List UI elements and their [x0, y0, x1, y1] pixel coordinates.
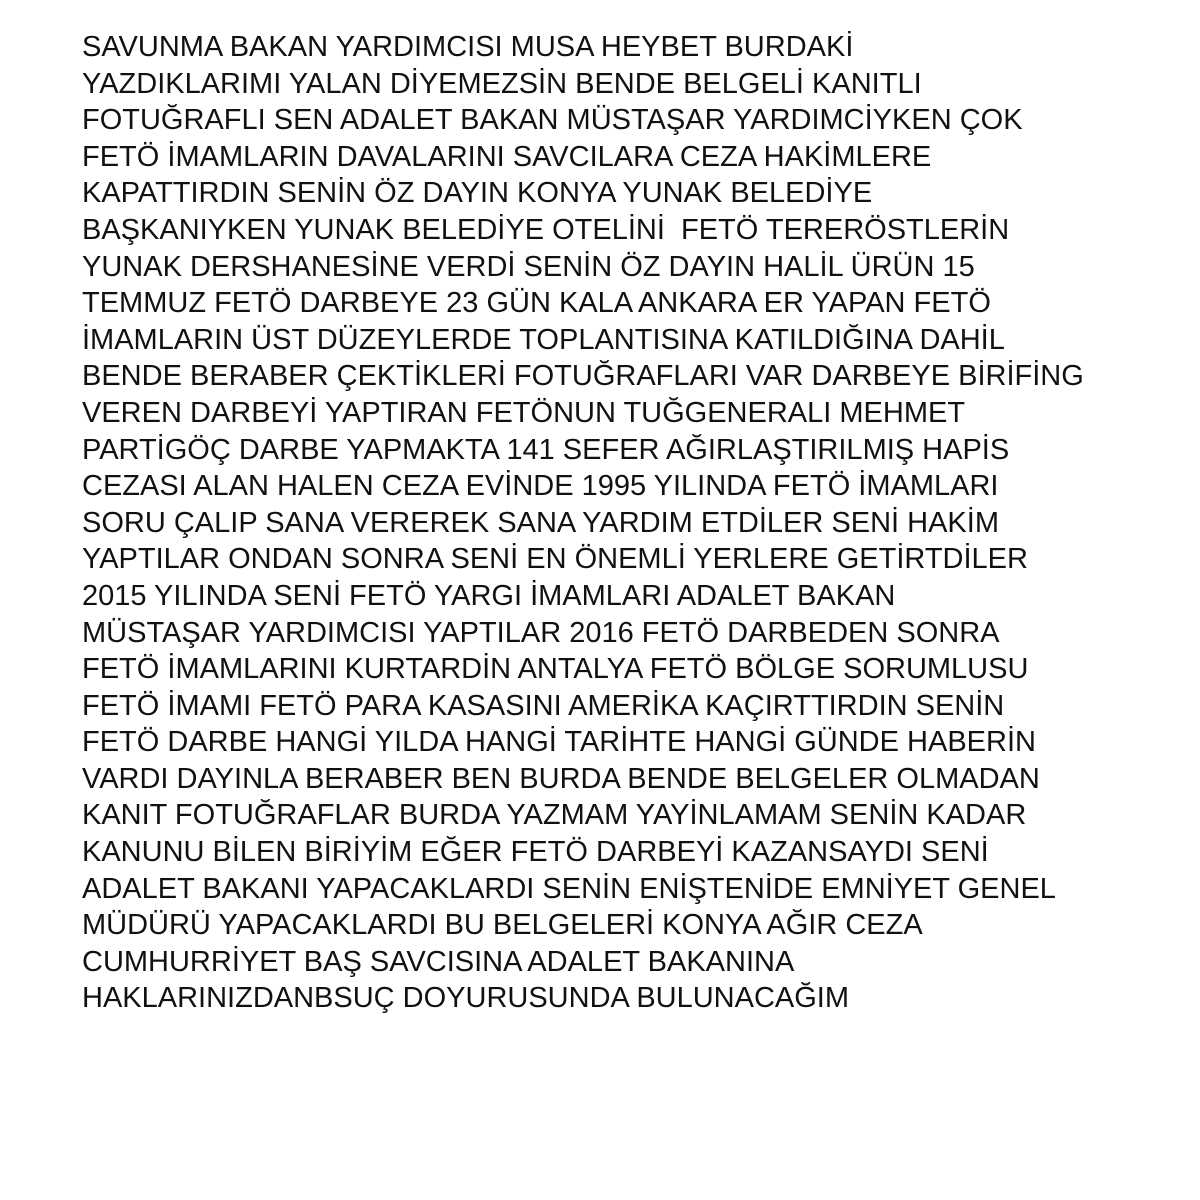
text-line: KANIT FOTUĞRAFLAR BURDA YAZMAM YAYİNLAMAM SENİN KADAR: [82, 799, 1027, 832]
text-line: KAPATTIRDIN SENİN ÖZ DAYIN KONYA YUNAK BELEDİYE: [82, 177, 873, 210]
text-line: TEMMUZ FETÖ DARBEYE 23 GÜN KALA ANKARA ER YAPAN FETÖ: [82, 287, 991, 320]
text-line: 2015 YILINDA SENİ FETÖ YARGI İMAMLARI ADALET BAKAN: [82, 579, 896, 612]
text-line: SORU ÇALIP SANA VEREREK SANA YARDIM ETDİLER SENİ HAKİM: [82, 506, 999, 539]
text-line: VARDI DAYINLA BERABER BEN BURDA BENDE BELGELER OLMADAN: [82, 762, 1040, 795]
text-line: CUMHURRİYET BAŞ SAVCISINA ADALET BAKANINA: [82, 945, 795, 978]
text-line: FETÖ İMAMI FETÖ PARA KASASINI AMERİKA KAÇIRTTIRDIN SENİN: [82, 689, 1005, 722]
text-line: PARTİGÖÇ DARBE YAPMAKTA 141 SEFER AĞIRLAŞTIRILMIŞ HAPİS: [82, 433, 1010, 466]
text-line: YAZDIKLARIMI YALAN DİYEMEZSİN BENDE BELGELİ KANITLI: [82, 67, 922, 100]
text-line: BAŞKANIYKEN YUNAK BELEDİYE OTELİNİ FETÖ TERERÖSTLERİN: [82, 213, 1010, 246]
text-line: İMAMLARIN ÜST DÜZEYLERDE TOPLANTISINA KATILDIĞINA DAHİL: [82, 323, 1005, 356]
text-line: BENDE BERABER ÇEKTİKLERİ FOTUĞRAFLARI VAR DARBEYE BİRİFİNG: [82, 360, 1084, 393]
text-line: FETÖ İMAMLARINI KURTARDİN ANTALYA FETÖ BÖLGE SORUMLUSU: [82, 653, 1029, 686]
text-line: SAVUNMA BAKAN YARDIMCISI MUSA HEYBET BURDAKİ: [82, 31, 854, 63]
text-line: YUNAK DERSHANESİNE VERDİ SENİN ÖZ DAYIN HALİL ÜRÜN 15: [82, 250, 975, 283]
text-line: YAPTILAR ONDAN SONRA SENİ EN ÖNEMLİ YERLERE GETİRTDİLER: [82, 543, 1028, 576]
document-text-block: [82, 29, 1182, 1017]
text-line: FOTUĞRAFLI SEN ADALET BAKAN MÜSTAŞAR YARDIMCİYKEN ÇOK: [82, 104, 1023, 137]
text-line: KANUNU BİLEN BİRİYİM EĞER FETÖ DARBEYİ KAZANSAYDI SENİ: [82, 836, 989, 869]
text-line: CEZASI ALAN HALEN CEZA EVİNDE 1995 YILINDA FETÖ İMAMLARI: [82, 470, 999, 503]
text-line: VEREN DARBEYİ YAPTIRAN FETÖNUN TUĞGENERALI MEHMET: [82, 396, 966, 429]
text-line: ADALET BAKANI YAPACAKLARDI SENİN ENİŞTENİDE EMNİYET GENEL: [82, 872, 1056, 905]
text-line: FETÖ İMAMLARIN DAVALARINI SAVCILARA CEZA HAKİMLERE: [82, 140, 932, 173]
text-line: MÜSTAŞAR YARDIMCISI YAPTILAR 2016 FETÖ DARBEDEN SONRA: [82, 616, 1000, 649]
text-line: HAKLARINIZDANBSUÇ DOYURUSUNDA BULUNACAĞIM: [82, 982, 850, 1015]
text-line: MÜDÜRÜ YAPACAKLARDI BU BELGELERİ KONYA AĞIR CEZA: [82, 909, 923, 942]
text-line: FETÖ DARBE HANGİ YILDA HANGİ TARİHTE HANGİ GÜNDE HABERİN: [82, 726, 1036, 759]
